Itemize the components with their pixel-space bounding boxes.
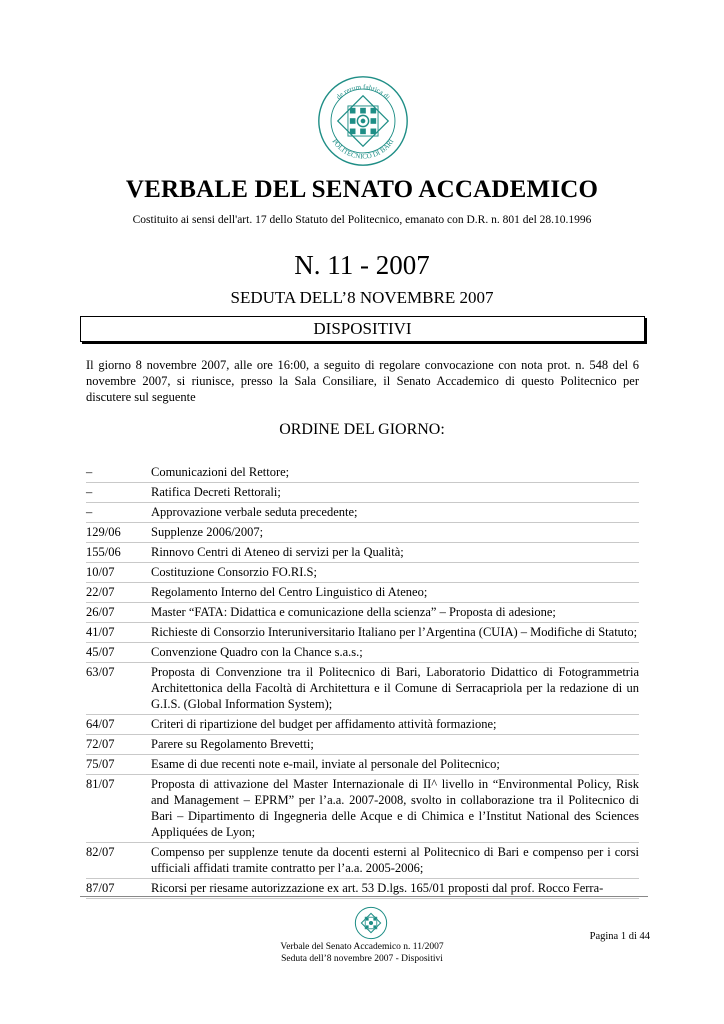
agenda-code: 63/07 <box>86 665 115 679</box>
agenda-item <box>86 523 639 543</box>
agenda-code: 75/07 <box>86 757 115 771</box>
agenda-list <box>86 463 639 899</box>
agenda-item <box>86 643 639 663</box>
section-heading: DISPOSITIVI <box>313 319 412 338</box>
footer-seal-icon <box>354 906 388 940</box>
agenda-text: Costituzione Consorzio FO.RI.S; <box>151 565 317 579</box>
intro-paragraph: Il giorno 8 novembre 2007, alle ore 16:00, a seguito di regolare convocazione con nota prot. n. 548 del 6 novembre 2007, si riunisce, presso la Sala Consiliare, il Senato Accademico di questo Politecnico per discutere sul seguente <box>86 358 639 404</box>
agenda-code: 81/07 <box>86 777 115 791</box>
agenda-code: 82/07 <box>86 845 115 859</box>
agenda-code: – <box>86 505 93 519</box>
agenda-text: Ricorsi per riesame autorizzazione ex art. 53 D.lgs. 165/01 proposti dal prof. Rocco Ferra- <box>151 881 604 895</box>
agenda-code: 22/07 <box>86 585 115 599</box>
agenda-text: Approvazione verbale seduta precedente; <box>151 505 358 519</box>
section-heading-box <box>80 316 645 342</box>
agenda-text: Convenzione Quadro con la Chance s.a.s.; <box>151 645 363 659</box>
agenda-item <box>86 603 639 623</box>
agenda-text: Richieste di Consorzio Interuniversitario Italiano per l’Argentina (CUIA) – Modifiche di Statuto; <box>151 625 638 639</box>
agenda-code: 72/07 <box>86 737 115 751</box>
agenda-item <box>86 583 639 603</box>
page-number: Pagina 1 di 44 <box>589 931 650 942</box>
agenda-text: Proposta di Convenzione tra il Politecnico di Bari, Laboratorio Didattico di Fotogrammetria Architettonica della Facoltà di Architettura e il Comune di Serracapriola per la redazione di un G.I.S. (Global Information System); <box>151 665 639 711</box>
svg-text:de rerum fabrica di <box>335 83 392 101</box>
document-title: VERBALE DEL SENATO ACCADEMICO <box>125 176 599 203</box>
document-subtitle: Costituito ai sensi dell'art. 17 dello Statuto del Politecnico, emanato con D.R. n. 801 del 28.10.1996 <box>132 214 592 226</box>
svg-text:POLITECNICO DI BARI <box>331 137 396 160</box>
agenda-item <box>86 623 639 643</box>
agenda-item <box>86 463 639 483</box>
agenda-code: 129/06 <box>86 525 121 539</box>
session-date: SEDUTA DELL’8 NOVEMBRE 2007 <box>230 288 494 307</box>
agenda-item <box>86 503 639 523</box>
agenda-code: – <box>86 485 93 499</box>
agenda-code: 41/07 <box>86 625 115 639</box>
agenda-code: 26/07 <box>86 605 115 619</box>
agenda-item <box>86 843 639 879</box>
agenda-code: 64/07 <box>86 717 115 731</box>
agenda-text: Rinnovo Centri di Ateneo di servizi per la Qualità; <box>151 545 404 559</box>
agenda-text: Comunicazioni del Rettore; <box>151 465 290 479</box>
agenda-item <box>86 663 639 715</box>
agenda-item <box>86 483 639 503</box>
agenda-title: ORDINE DEL GIORNO: <box>279 421 445 438</box>
agenda-item <box>86 543 639 563</box>
university-seal-logo <box>316 74 410 168</box>
agenda-text: Compenso per supplenze tenute da docenti esterni al Politecnico di Bari e compenso per i corsi ufficiali affidati tramite contratto per l’a.a. 2005-2006; <box>151 845 639 875</box>
document-number: N. 11 - 2007 <box>294 250 430 280</box>
agenda-item <box>86 563 639 583</box>
seal-top-text: de rerum fabrica di <box>334 83 392 102</box>
footer-line-2: Seduta dell’8 novembre 2007 - Dispositivi <box>281 954 443 964</box>
seal-bottom-text: POLITECNICO DI BARI <box>330 137 396 161</box>
footer-divider <box>80 896 648 897</box>
agenda-code: 87/07 <box>86 881 115 895</box>
agenda-text: Master “FATA: Didattica e comunicazione della scienza” – Proposta di adesione; <box>151 605 556 619</box>
agenda-text: Ratifica Decreti Rettorali; <box>151 485 281 499</box>
footer-line-1: Verbale del Senato Accademico n. 11/2007 <box>280 942 444 952</box>
agenda-text: Supplenze 2006/2007; <box>151 525 264 539</box>
agenda-text: Proposta di attivazione del Master Internazionale di II^ livello in “Environmental Policy, Risk and Management – EPRM” per l’a.a. 2007-2008, svolto in collaborazione tra il Politecnico di Bari – Dipartimento di Ingegneria delle Acque e di Chimica e l’Institut National des Sciences Appliquées de Lyon; <box>151 777 639 839</box>
agenda-code: – <box>86 465 93 479</box>
agenda-item <box>86 755 639 775</box>
agenda-code: 45/07 <box>86 645 115 659</box>
agenda-code: 155/06 <box>86 545 121 559</box>
agenda-item <box>86 735 639 755</box>
agenda-item <box>86 775 639 843</box>
agenda-text: Esame di due recenti note e-mail, inviate al personale del Politecnico; <box>151 757 500 771</box>
agenda-code: 10/07 <box>86 565 115 579</box>
agenda-text: Criteri di ripartizione del budget per affidamento attività formazione; <box>151 717 497 731</box>
agenda-text: Parere su Regolamento Brevetti; <box>151 737 314 751</box>
agenda-item <box>86 715 639 735</box>
agenda-text: Regolamento Interno del Centro Linguistico di Ateneo; <box>151 585 428 599</box>
